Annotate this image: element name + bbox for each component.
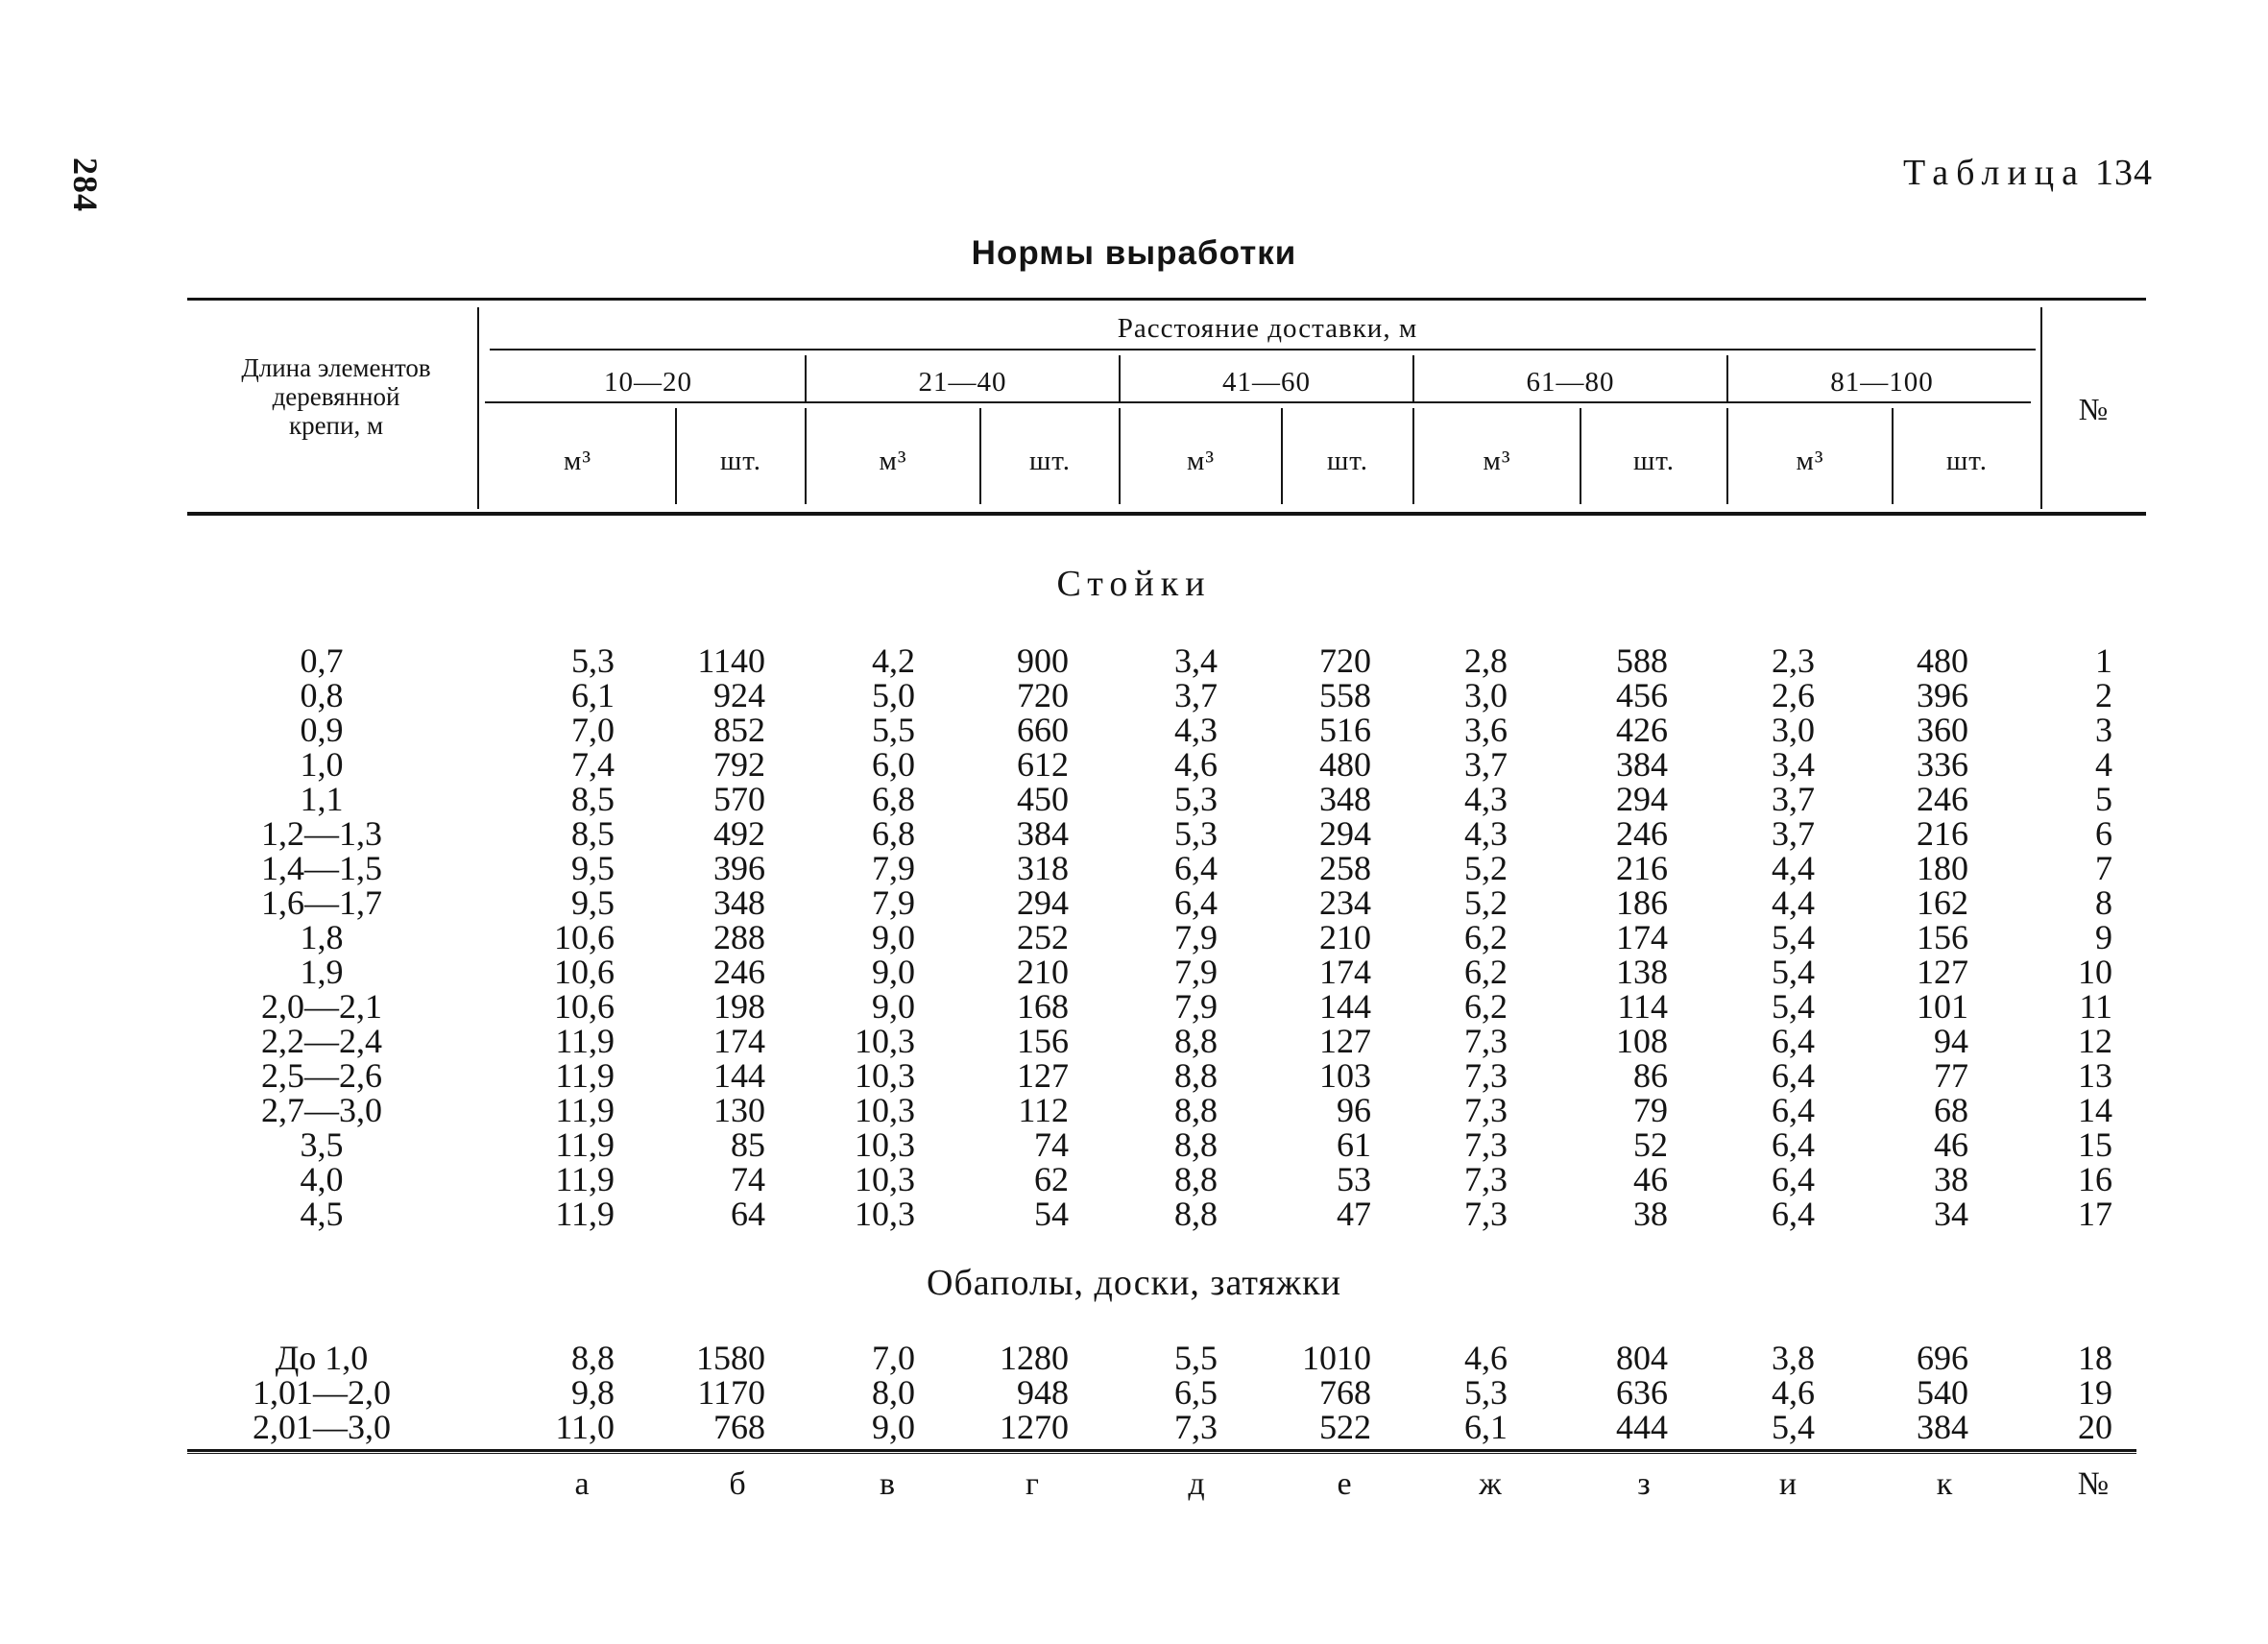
table-cell: 74 (731, 1160, 765, 1198)
table-cell: 8,8 (1174, 1091, 1218, 1129)
table-cell: 7,0 (571, 711, 615, 749)
footer-top-rule (187, 1449, 2136, 1452)
table-cell: 38 (1633, 1195, 1668, 1233)
table-cell: 4,2 (872, 641, 915, 680)
table-cell: 636 (1616, 1373, 1668, 1412)
table-cell: 11,9 (555, 1125, 615, 1164)
section-title-obapoly: Обаполы, доски, затяжки (927, 1263, 1341, 1303)
row-length: 4,5 (300, 1195, 344, 1233)
table-cell: 4,6 (1772, 1373, 1815, 1412)
table-cell: 174 (1319, 953, 1371, 991)
footer-number-label: № (2077, 1466, 2110, 1502)
table-cell: 9,8 (571, 1373, 615, 1412)
table-cell: 5,2 (1464, 849, 1508, 887)
range-rule (485, 401, 2031, 403)
table-cell: 516 (1319, 711, 1371, 749)
table-cell: 10,6 (554, 918, 615, 956)
table-cell: 348 (713, 883, 765, 922)
row-number: 15 (2078, 1125, 2112, 1164)
row-length: 1,0 (300, 745, 344, 784)
table-cell: 5,2 (1464, 883, 1508, 922)
footer-letter: а (574, 1466, 590, 1502)
table-cell: 7,3 (1464, 1125, 1508, 1164)
table-cell: 5,3 (1174, 814, 1218, 853)
table-cell: 2,8 (1464, 641, 1508, 680)
table-cell: 948 (1017, 1373, 1069, 1412)
range-header-4: 61—80 (1526, 367, 1615, 398)
table-cell: 74 (1034, 1125, 1069, 1164)
table-cell: 252 (1017, 918, 1069, 956)
footer-letter: д (1188, 1466, 1205, 1502)
table-cell: 8,8 (1174, 1022, 1218, 1060)
table-cell: 8,8 (1174, 1195, 1218, 1233)
table-cell: 480 (1917, 641, 1968, 680)
table-cell: 5,3 (571, 641, 615, 680)
row-number: 3 (2095, 711, 2112, 749)
table-cell: 288 (713, 918, 765, 956)
table-cell: 210 (1017, 953, 1069, 991)
table-cell: 570 (713, 780, 765, 818)
table-cell: 11,9 (555, 1022, 615, 1060)
table-cell: 174 (713, 1022, 765, 1060)
table-cell: 5,3 (1174, 780, 1218, 818)
range-header-3: 41—60 (1222, 367, 1311, 398)
unit-header-8: шт. (1632, 446, 1676, 476)
table-cell: 6,4 (1772, 1195, 1815, 1233)
table-cell: 6,5 (1174, 1373, 1218, 1412)
table-cell: 130 (713, 1091, 765, 1129)
table-cell: 216 (1616, 849, 1668, 887)
row-length: 1,2—1,3 (261, 814, 382, 853)
table-cell: 318 (1017, 849, 1069, 887)
table-cell: 588 (1616, 641, 1668, 680)
table-number: 134 (2095, 153, 2153, 193)
table-cell: 1010 (1302, 1339, 1371, 1377)
table-cell: 96 (1337, 1091, 1371, 1129)
row-length: 1,1 (300, 780, 344, 818)
table-cell: 6,2 (1464, 918, 1508, 956)
page-number: 284 (66, 157, 105, 212)
table-cell: 3,4 (1772, 745, 1815, 784)
table-cell: 138 (1616, 953, 1668, 991)
table-cell: 5,3 (1464, 1373, 1508, 1412)
table-cell: 10,3 (855, 1022, 915, 1060)
table-cell: 3,0 (1464, 676, 1508, 714)
row-length: 0,9 (300, 711, 344, 749)
table-cell: 61 (1337, 1125, 1371, 1164)
table-cell: 294 (1017, 883, 1069, 922)
row-number: 4 (2095, 745, 2112, 784)
table-cell: 3,7 (1174, 676, 1218, 714)
table-cell: 94 (1934, 1022, 1968, 1060)
row-length: 0,8 (300, 676, 344, 714)
table-cell: 3,0 (1772, 711, 1815, 749)
table-cell: 768 (1319, 1373, 1371, 1412)
table-cell: 11,0 (555, 1408, 615, 1446)
footer-letter: ж (1479, 1466, 1502, 1502)
table-cell: 396 (713, 849, 765, 887)
table-cell: 3,8 (1772, 1339, 1815, 1377)
table-cell: 168 (1017, 987, 1069, 1026)
unit-header-7: м³ (1483, 446, 1511, 476)
table-cell: 6,4 (1174, 849, 1218, 887)
table-cell: 4,3 (1464, 780, 1508, 818)
table-cell: 246 (1616, 814, 1668, 853)
table-cell: 294 (1616, 780, 1668, 818)
row-length: 1,9 (300, 953, 344, 991)
table-cell: 612 (1017, 745, 1069, 784)
row-length: 1,01—2,0 (253, 1373, 391, 1412)
table-cell: 456 (1616, 676, 1668, 714)
header-vline-left (477, 307, 479, 509)
table-cell: 103 (1319, 1056, 1371, 1095)
table-cell: 8,8 (1174, 1056, 1218, 1095)
table-cell: 52 (1633, 1125, 1668, 1164)
table-cell: 9,0 (872, 1408, 915, 1446)
footer-bottom-rule (187, 1453, 2136, 1454)
table-cell: 348 (1319, 780, 1371, 818)
table-cell: 8,0 (872, 1373, 915, 1412)
table-cell: 156 (1917, 918, 1968, 956)
table-cell: 522 (1319, 1408, 1371, 1446)
table-cell: 7,9 (872, 849, 915, 887)
table-cell: 3,4 (1174, 641, 1218, 680)
row-number: 19 (2078, 1373, 2112, 1412)
table-cell: 6,2 (1464, 953, 1508, 991)
table-cell: 720 (1017, 676, 1069, 714)
table-cell: 174 (1616, 918, 1668, 956)
row-number: 10 (2078, 953, 2112, 991)
table-cell: 6,4 (1772, 1056, 1815, 1095)
table-cell: 114 (1617, 987, 1668, 1026)
table-cell: 6,4 (1772, 1091, 1815, 1129)
table-cell: 8,5 (571, 780, 615, 818)
header-bottom-rule (187, 512, 2146, 516)
table-cell: 112 (1018, 1091, 1069, 1129)
table-cell: 5,5 (872, 711, 915, 749)
table-cell: 660 (1017, 711, 1069, 749)
row-length: 0,7 (300, 641, 344, 680)
table-cell: 7,3 (1464, 1056, 1508, 1095)
table-cell: 2,3 (1772, 641, 1815, 680)
row-number: 12 (2078, 1022, 2112, 1060)
row-number: 7 (2095, 849, 2112, 887)
table-cell: 6,4 (1772, 1022, 1815, 1060)
row-number: 13 (2078, 1056, 2112, 1095)
row-length: До 1,0 (275, 1339, 369, 1377)
table-cell: 162 (1917, 883, 1968, 922)
row-number: 14 (2078, 1091, 2112, 1129)
table-cell: 46 (1633, 1160, 1668, 1198)
row-length: 1,6—1,7 (261, 883, 382, 922)
table-cell: 426 (1616, 711, 1668, 749)
table-cell: 11,9 (555, 1160, 615, 1198)
row-number: 6 (2095, 814, 2112, 853)
table-cell: 792 (713, 745, 765, 784)
table-cell: 4,4 (1772, 883, 1815, 922)
footer-letter: и (1778, 1466, 1798, 1502)
table-label (1903, 152, 2153, 194)
footer-letter: з (1637, 1466, 1651, 1502)
table-cell: 9,0 (872, 987, 915, 1026)
row-length: 2,01—3,0 (253, 1408, 391, 1446)
table-cell: 46 (1934, 1125, 1968, 1164)
table-cell: 9,0 (872, 953, 915, 991)
table-cell: 10,3 (855, 1160, 915, 1198)
row-length: 3,5 (300, 1125, 344, 1164)
table-cell: 444 (1616, 1408, 1668, 1446)
row-number: 2 (2095, 676, 2112, 714)
table-cell: 8,8 (1174, 1125, 1218, 1164)
table-cell: 10,3 (855, 1056, 915, 1095)
row-length: 2,0—2,1 (261, 987, 382, 1026)
unit-header-5: м³ (1186, 446, 1216, 476)
table-cell: 77 (1934, 1056, 1968, 1095)
table-cell: 246 (1917, 780, 1968, 818)
table-cell: 1140 (697, 641, 765, 680)
table-cell: 396 (1917, 676, 1968, 714)
table-cell: 144 (713, 1056, 765, 1095)
row-length: 2,5—2,6 (261, 1056, 382, 1095)
table-cell: 127 (1917, 953, 1968, 991)
table-cell: 234 (1319, 883, 1371, 922)
table-cell: 8,8 (1174, 1160, 1218, 1198)
table-cell: 7,0 (872, 1339, 915, 1377)
table-cell: 101 (1917, 987, 1968, 1026)
table-cell: 5,4 (1772, 918, 1815, 956)
unit-header-10: шт. (1945, 446, 1989, 476)
table-cell: 540 (1917, 1373, 1968, 1412)
table-cell: 47 (1337, 1195, 1371, 1233)
table-cell: 54 (1034, 1195, 1069, 1233)
table-cell: 10,6 (554, 987, 615, 1026)
table-cell: 127 (1017, 1056, 1069, 1095)
table-cell: 10,6 (554, 953, 615, 991)
table-cell: 6,8 (872, 780, 915, 818)
table-cell: 127 (1319, 1022, 1371, 1060)
table-cell: 9,0 (872, 918, 915, 956)
table-cell: 144 (1319, 987, 1371, 1026)
table-cell: 7,9 (1174, 987, 1218, 1026)
row-number: 17 (2078, 1195, 2112, 1233)
table-cell: 696 (1917, 1339, 1968, 1377)
table-cell: 5,0 (872, 676, 915, 714)
table-cell: 9,5 (571, 883, 615, 922)
table-cell: 68 (1934, 1091, 1968, 1129)
table-cell: 3,6 (1464, 711, 1508, 749)
footer-letter: в (879, 1466, 896, 1502)
table-cell: 6,1 (1464, 1408, 1508, 1446)
table-cell: 246 (713, 953, 765, 991)
number-column-header: № (2078, 392, 2109, 426)
table-title: Нормы выработки (971, 234, 1297, 272)
table-cell: 5,4 (1772, 987, 1815, 1026)
table-cell: 7,4 (571, 745, 615, 784)
table-cell: 7,3 (1464, 1091, 1508, 1129)
table-cell: 7,3 (1174, 1408, 1218, 1446)
table-cell: 258 (1319, 849, 1371, 887)
table-cell: 1280 (1000, 1339, 1069, 1377)
header-vline-right (2040, 307, 2042, 509)
footer-letter: е (1337, 1466, 1352, 1502)
table-cell: 11,9 (555, 1195, 615, 1233)
table-cell: 64 (731, 1195, 765, 1233)
row-number: 11 (2079, 987, 2112, 1026)
range-header-5: 81—100 (1830, 367, 1934, 398)
table-cell: 768 (713, 1408, 765, 1446)
table-cell: 11,9 (555, 1091, 615, 1129)
table-cell: 1170 (697, 1373, 765, 1412)
unit-header-3: м³ (879, 446, 907, 476)
table-cell: 8,5 (571, 814, 615, 853)
unit-header-4: шт. (1028, 446, 1072, 476)
row-number: 9 (2095, 918, 2112, 956)
footer-letter: г (1025, 1466, 1039, 1502)
table-cell: 53 (1337, 1160, 1371, 1198)
table-cell: 5,4 (1772, 1408, 1815, 1446)
table-cell: 7,9 (872, 883, 915, 922)
table-cell: 3,7 (1772, 780, 1815, 818)
footer-letter: б (729, 1466, 746, 1502)
row-number: 18 (2078, 1339, 2112, 1377)
table-cell: 480 (1319, 745, 1371, 784)
table-cell: 180 (1917, 849, 1968, 887)
table-cell: 186 (1616, 883, 1668, 922)
row-number: 8 (2095, 883, 2112, 922)
table-cell: 216 (1917, 814, 1968, 853)
table-cell: 2,6 (1772, 676, 1815, 714)
table-cell: 384 (1616, 745, 1668, 784)
table-cell: 558 (1319, 676, 1371, 714)
range-header-2: 21—40 (918, 367, 1007, 398)
unit-header-1: м³ (563, 446, 592, 476)
table-cell: 6,8 (872, 814, 915, 853)
range-header-1: 10—20 (604, 367, 692, 398)
row-number: 5 (2095, 780, 2112, 818)
section-title-stoiki: Стойки (1056, 564, 1212, 604)
table-cell: 11,9 (555, 1056, 615, 1095)
table-label-word: Таблица (1902, 153, 2086, 193)
header-top-rule (187, 298, 2146, 301)
table-cell: 4,6 (1174, 745, 1218, 784)
row-number: 20 (2078, 1408, 2112, 1446)
table-cell: 492 (713, 814, 765, 853)
table-cell: 156 (1017, 1022, 1069, 1060)
table-cell: 6,4 (1772, 1160, 1815, 1198)
table-cell: 804 (1616, 1339, 1668, 1377)
table-cell: 8,8 (571, 1339, 615, 1377)
unit-header-6: шт. (1326, 446, 1369, 476)
distance-header: Расстояние доставки, м (1117, 313, 1418, 344)
table-cell: 924 (713, 676, 765, 714)
unit-header-2: шт. (719, 446, 762, 476)
footer-letter: к (1936, 1466, 1953, 1502)
table-cell: 6,4 (1174, 883, 1218, 922)
table-cell: 852 (713, 711, 765, 749)
table-cell: 6,1 (571, 676, 615, 714)
table-cell: 5,4 (1772, 953, 1815, 991)
table-cell: 720 (1319, 641, 1371, 680)
table-cell: 62 (1034, 1160, 1069, 1198)
table-cell: 294 (1319, 814, 1371, 853)
table-cell: 360 (1917, 711, 1968, 749)
table-cell: 198 (713, 987, 765, 1026)
table-cell: 3,7 (1464, 745, 1508, 784)
table-cell: 1270 (1000, 1408, 1069, 1446)
row-number: 16 (2078, 1160, 2112, 1198)
row-length: 1,8 (300, 918, 344, 956)
table-cell: 4,3 (1464, 814, 1508, 853)
table-cell: 79 (1633, 1091, 1668, 1129)
table-cell: 900 (1017, 641, 1069, 680)
table-cell: 4,3 (1174, 711, 1218, 749)
table-cell: 384 (1917, 1408, 1968, 1446)
table-cell: 4,6 (1464, 1339, 1508, 1377)
table-cell: 34 (1934, 1195, 1968, 1233)
row-length: 4,0 (300, 1160, 344, 1198)
table-cell: 210 (1319, 918, 1371, 956)
table-cell: 7,3 (1464, 1022, 1508, 1060)
table-cell: 7,9 (1174, 918, 1218, 956)
table-cell: 7,3 (1464, 1195, 1508, 1233)
table-cell: 9,5 (571, 849, 615, 887)
length-column-header: Длина элементов деревянной крепи, м (241, 353, 431, 440)
table-cell: 3,7 (1772, 814, 1815, 853)
table-cell: 6,2 (1464, 987, 1508, 1026)
table-cell: 7,3 (1464, 1160, 1508, 1198)
row-length: 2,7—3,0 (261, 1091, 382, 1129)
table-cell: 7,9 (1174, 953, 1218, 991)
table-cell: 384 (1017, 814, 1069, 853)
table-cell: 5,5 (1174, 1339, 1218, 1377)
table-cell: 6,0 (872, 745, 915, 784)
table-cell: 38 (1934, 1160, 1968, 1198)
table-cell: 1580 (696, 1339, 765, 1377)
table-cell: 6,4 (1772, 1125, 1815, 1164)
row-length: 1,4—1,5 (261, 849, 382, 887)
row-number: 1 (2095, 641, 2112, 680)
table-cell: 85 (731, 1125, 765, 1164)
table-cell: 108 (1616, 1022, 1668, 1060)
table-cell: 10,3 (855, 1195, 915, 1233)
table-cell: 336 (1917, 745, 1968, 784)
table-cell: 4,4 (1772, 849, 1815, 887)
table-cell: 10,3 (855, 1091, 915, 1129)
row-length: 2,2—2,4 (261, 1022, 382, 1060)
table-cell: 86 (1633, 1056, 1668, 1095)
distance-rule (490, 349, 2036, 351)
unit-header-9: м³ (1796, 446, 1824, 476)
table-cell: 10,3 (855, 1125, 915, 1164)
table-cell: 450 (1017, 780, 1069, 818)
